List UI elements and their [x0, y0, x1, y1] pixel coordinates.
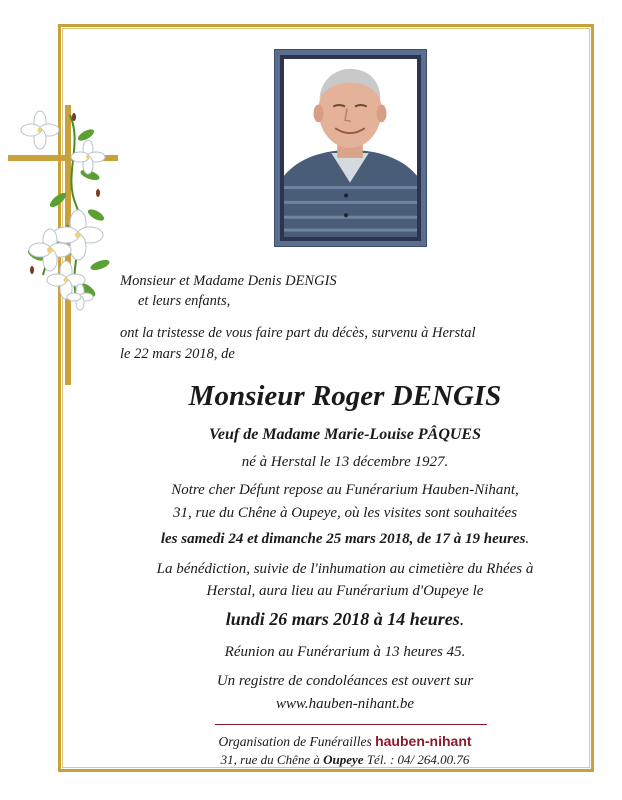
visit-line-1: Notre cher Défunt repose au Funérarium Hauben-Nihant, [171, 482, 519, 498]
registry-line: Un registre de condoléances est ouvert sur [216, 673, 474, 689]
address-prefix: 31, rue du Chêne à [220, 752, 320, 767]
address-town: Oupeye [323, 752, 364, 767]
gathering-line: Réunion au Funérarium à 13 heures 45. [224, 644, 466, 660]
cross-with-lilies-decoration [8, 105, 118, 385]
registry-url[interactable]: www.hauben-nihant.be [275, 696, 415, 712]
ceremony-date-end: . [459, 609, 465, 629]
ceremony-line-2: Herstal, aura lieu au Funérarium d'Oupeye le [206, 583, 484, 599]
portrait-frame [274, 49, 427, 247]
visit-dates-text: les samedi 24 et dimanche 25 mars 2018, de 17 à 19 heures [160, 531, 526, 547]
visit-line-2: 31, rue du Chêne à Oupeye, où les visites sont souhaitées [172, 505, 518, 521]
footer-divider [215, 724, 487, 725]
visit-dates-end: . [525, 531, 530, 547]
announcement-line-2: le 22 mars 2018, de [120, 346, 235, 362]
address-phone: Tél. : 04/ 264.00.76 [366, 752, 470, 767]
birth-line: né à Herstal le 13 décembre 1927. [241, 454, 449, 470]
family-line-1: Monsieur et Madame Denis DENGIS [120, 273, 337, 289]
ceremony-date [120, 609, 570, 630]
brand-logo-text: hauben-nihant [375, 733, 472, 749]
portrait-photo [284, 59, 417, 237]
announcement-line-1: ont la tristesse de vous faire part du décès, survenu à Herstal [120, 325, 476, 341]
deceased-name: Monsieur Roger DENGIS [188, 380, 502, 412]
ceremony-date-text: lundi 26 mars 2018 à 14 heures [225, 609, 460, 629]
organisation-prefix: Organisation de Funérailles [218, 734, 372, 749]
family-line-2: et leurs enfants, [138, 293, 231, 309]
portrait-mat [280, 55, 421, 241]
visit-dates [120, 531, 570, 548]
ceremony-line-1: La bénédiction, suivie de l'inhumation au cimetière du Rhées à [156, 561, 534, 577]
address-line [120, 752, 570, 768]
organisation-line [120, 733, 570, 750]
spouse-line: Veuf de Madame Marie-Louise PÂQUES [209, 426, 481, 443]
